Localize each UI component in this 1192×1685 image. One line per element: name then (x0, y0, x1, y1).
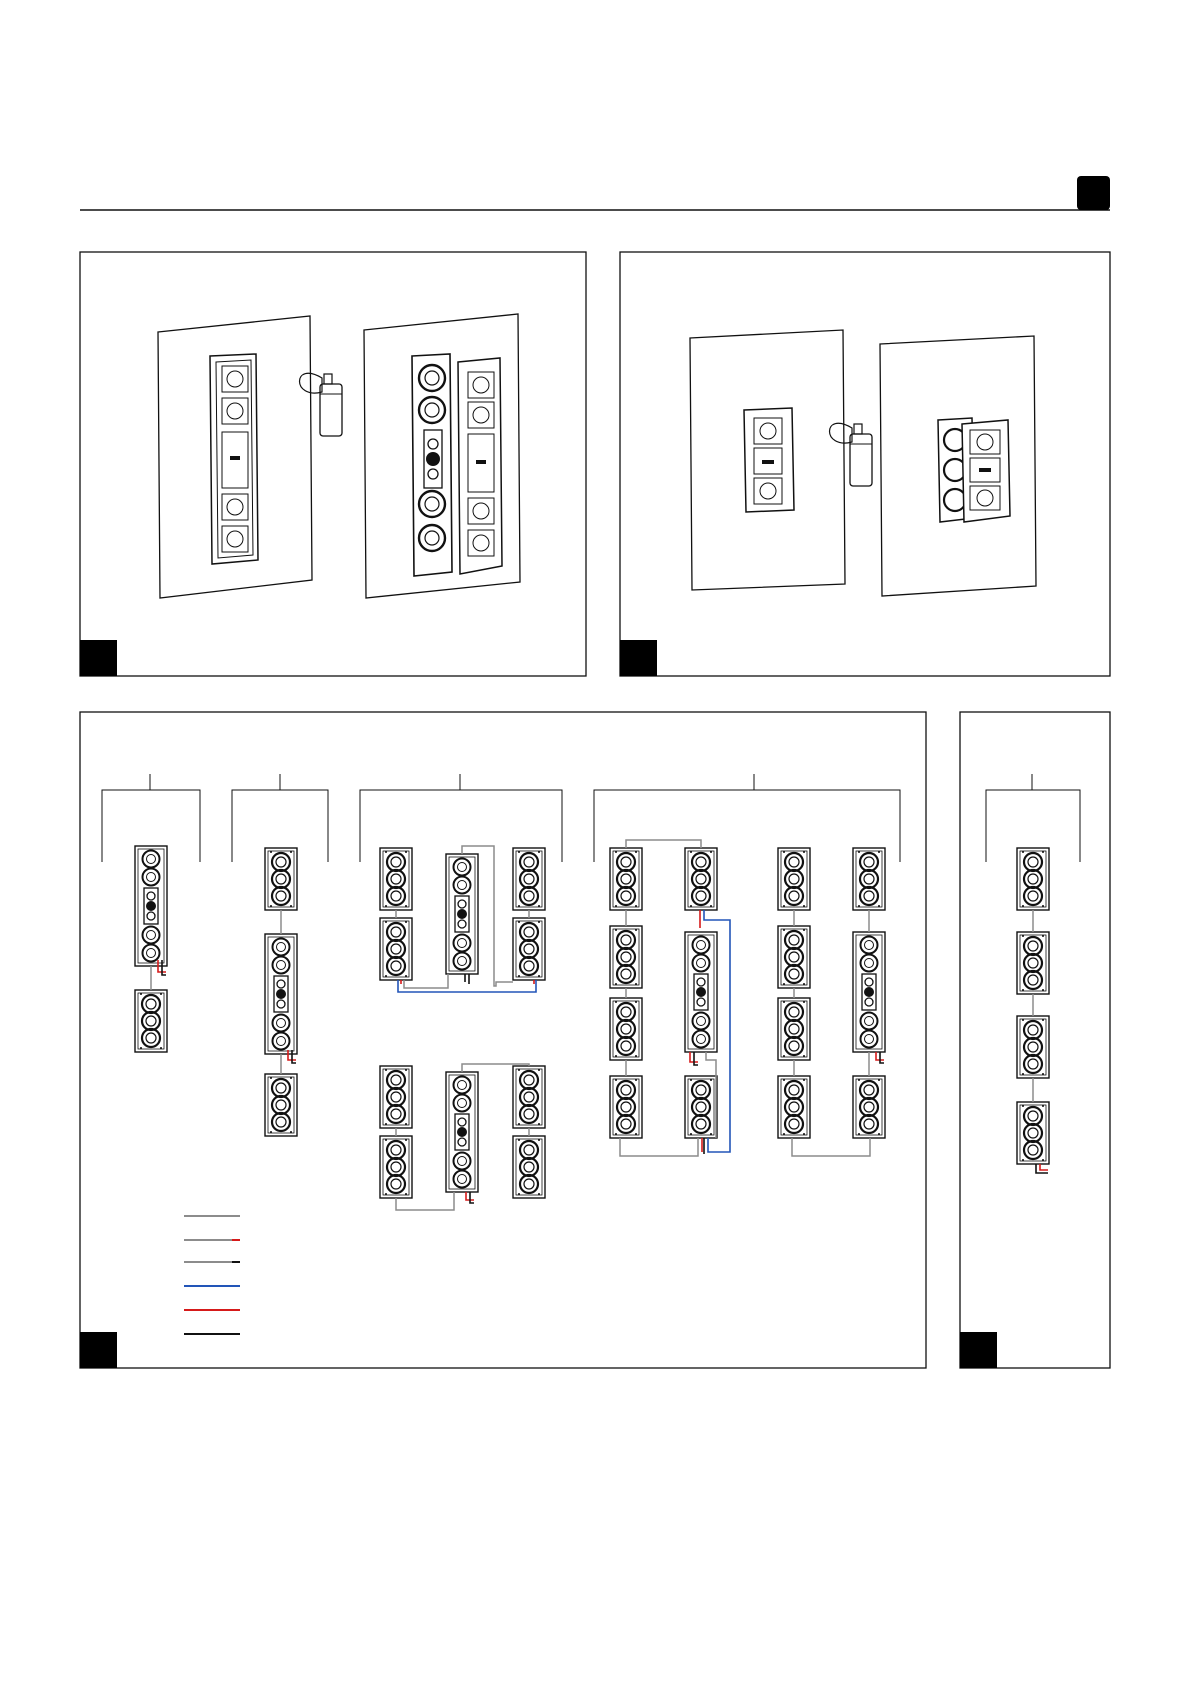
panel-tab (620, 640, 657, 676)
panel-tall-speaker-paint (80, 252, 586, 676)
wiring-group-2 (265, 848, 297, 1136)
panel-wiring-configurations (80, 712, 926, 1368)
wiring-group-3-top (380, 846, 545, 992)
wiring-group-3-bottom (380, 1064, 545, 1210)
panel-small-speaker-paint (620, 252, 1110, 676)
panel-daisy-chain (960, 712, 1110, 1368)
header-tab (1077, 176, 1110, 210)
panel-tab (960, 1332, 997, 1368)
panel-tab (80, 1332, 117, 1368)
speaker-grille-icon (962, 420, 1010, 522)
speaker-grille-icon (458, 358, 502, 574)
wiring-group-1 (135, 846, 167, 1052)
panel-tab (80, 640, 117, 676)
